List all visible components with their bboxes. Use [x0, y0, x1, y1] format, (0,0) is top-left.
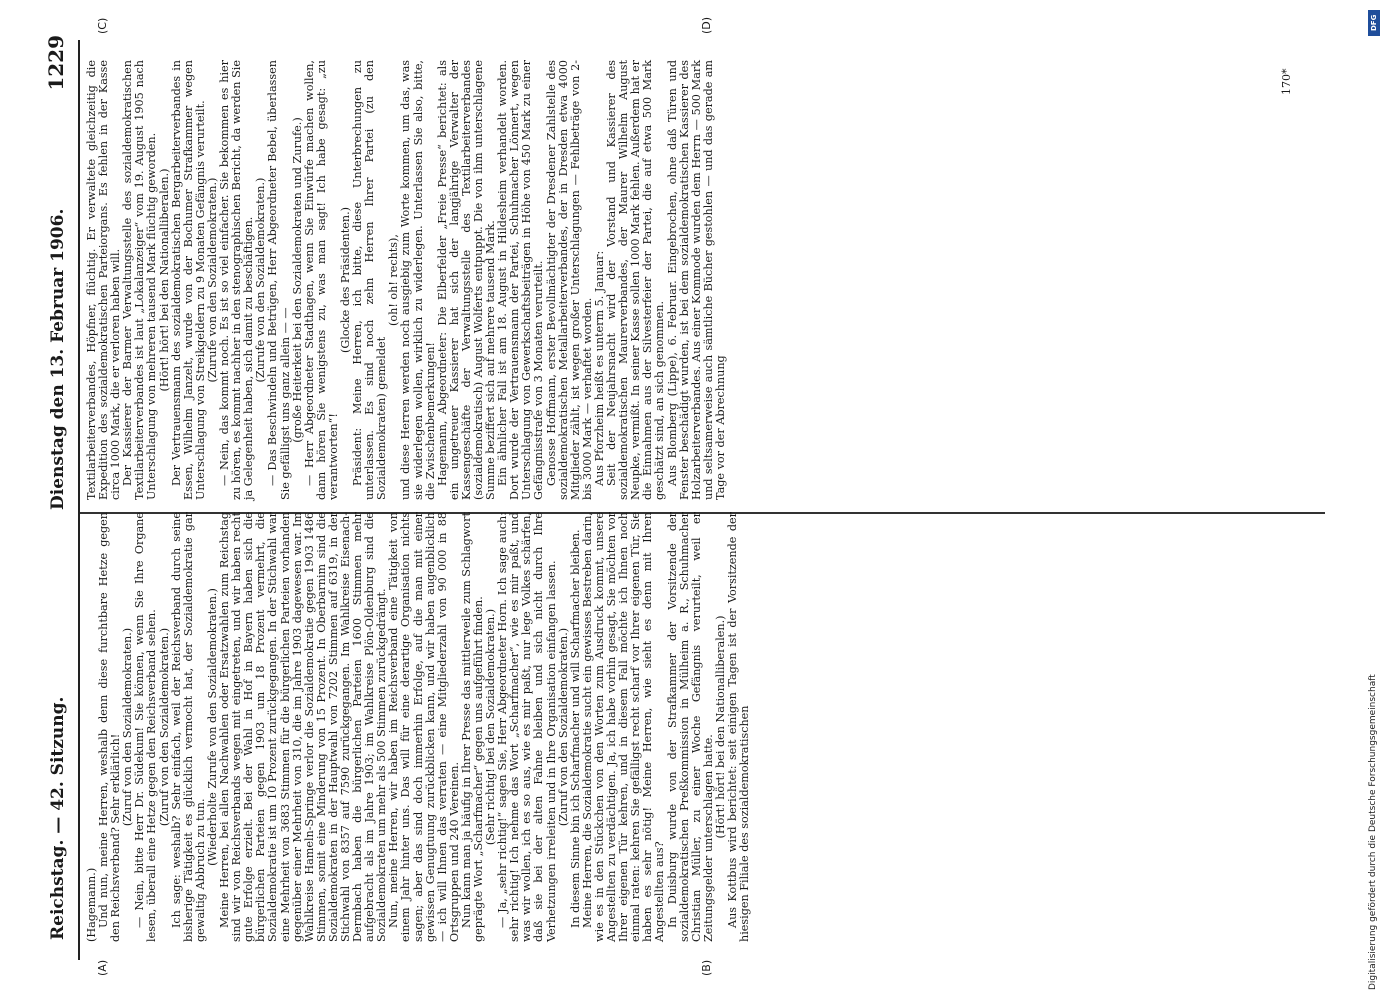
side-credit	[1368, 10, 1380, 990]
left-column-paragraph: — Ja, „sehr richtig!“ sagen Sie, Herr Abgeordneter Horn. Ich sage auch: sehr richtig! Ich nehme das Wort „Scharfmacher“, wie es mir paßt, und was wir wollen, ich es so aus, wie es mir paßt, nur lege Volkes schärfen, daß sie bei der alten Fahne bleiben und sich nicht durch Ihre Verhetzungen irreleiten und in Ihre Organisation einfangen lassen.	[496, 512, 558, 942]
right-column	[86, 60, 727, 500]
right-column-paragraph: (oh! oh! rechts),	[387, 234, 401, 326]
page-footer: 170*	[1280, 68, 1293, 95]
left-column-paragraph: Nun, meine Herren, wir haben im Reichsverband eine Tätigkeit von einem Jahr hinter uns. Das will für eine derartige Organisation nichts sagen; aber das sind doch immerhin Erfolge, auf die man mit einer gewissen Genugtuung zurückblicken kann, und wir haben augenblicklich — ich will Ihnen das verraten — eine Mitgliederzahl von 90 000 in 88 Ortsgruppen und 240 Vereinen.	[387, 512, 461, 942]
right-column-paragraph: — Nein, das kommt noch. Es ist so viel einfacher. Sie bekommen es hier zu hören, es kommt nachher in den stenographischen Bericht, da werden Sie ja Gelegenheit haben, sich damit zu beschäftigen.	[218, 60, 256, 500]
right-column-paragraph: (Glocke des Präsidenten.)	[338, 207, 352, 354]
left-column-paragraph: (Hört! hört! bei den Nationalliberalen.)	[713, 615, 727, 839]
header-session: Reichstag. — 42. Sitzung.	[48, 696, 68, 940]
margin-marker-b: (B)	[700, 959, 713, 976]
right-column-paragraph: — Das Beschwindeln und Betrügen, Herr Abgeordneter Bebel, überlassen Sie gefälligst uns ganz allein — —	[266, 60, 292, 500]
margin-marker-d: (D)	[700, 16, 713, 34]
left-column-paragraph: Aus Kottbus wird berichtet: seit einigen Tagen ist der Vorsitzende der hiesigen Filiale des sozialdemokratischen	[725, 512, 752, 942]
left-column-paragraph: (Sehr richtig! bei den Sozialdemokraten.)	[484, 608, 498, 846]
page-number: 1229	[44, 35, 68, 91]
left-column	[86, 512, 751, 942]
left-column-paragraph: Und nun, meine Herren, weshalb denn diese furchtbare Hetze gegen den Reichsverband? Sehr erklärlich!	[97, 512, 123, 942]
digitization-credit: Digitalisierung gefördert durch die Deutsche Forschungsgemeinschaft	[1368, 674, 1378, 990]
right-column-paragraph: Der Vertrauensmann des sozialdemokratischen Bergarbeiterverbandes in Essen, Wilhelm Janzelt, wurde von der Bochumer Strafkammer wegen Unterschlagung von Streikgeldern zu 9 Monaten Gefängnis verurteilt.	[169, 60, 207, 500]
right-column-paragraph: Genosse Hoffmann, erster Bevollmächtigter der Dresdener Zahlstelle des sozialdemokratischen Metallarbeiterverbandes, der in Dresden etwa 4000 Mitglieder zählt, ist wegen großer Unterschlagungen — Fehlbeträge von 2- bis 3000 Mark — verhaftet worden.	[544, 60, 594, 500]
left-column-paragraph: (Zuruf von den Sozialdemokraten.)	[121, 627, 135, 827]
right-column-paragraph: — Herr Abgeordneter Stadthagen, wenn Sie Einwürfe machen wollen, dann hören Sie wenigstens zu, was man sagt! Ich habe gesagt: „zu verantworten“!	[302, 60, 340, 500]
left-column-paragraph: Meine Herren, bei allen Nachwahlen oder Ersatzwahlen zum Reichstag sind wir von Reichsverbands wegen mit eingetreten, und wir haben recht gute Erfolge erzielt. Bei der Wahl in Hof in Bayern haben sich die bürgerlichen Parteien gegen 1903 um 18 Prozent vermehrt, die Sozialdemokratie ist um 10 Prozent zurückgegangen. In der Stichwahl war eine Mehrheit von 3683 Stimmen für die bürgerlichen Parteien vorhanden gegenüber einer Mehrheit von 310, die im Jahre 1903 dagewesen war. Im Wahlkreise Hameln-Springe verlor die Sozialdemokratie gegen 1903 1486 Stimmen, somit eine Minderung von 15 Prozent. In Oberbarnim sind die Sozialdemokraten in der Hauptwahl von 7202 Stimmen auf 6319, in der Stichwahl von 8357 auf 7590 zurückgegangen. Im Wahlkreise Eisenach-Dermbach haben die bürgerlichen Parteien 1600 Stimmen mehr aufgebracht als im Jahre 1903; im Wahlkreise Plön-Oldenburg sind die Sozialdemokraten um mehr als 500 Stimmen zurückgedrängt.	[218, 512, 389, 942]
margin-marker-c: (C)	[96, 17, 109, 34]
right-column-paragraph: Ein ähnlicher Fall ist am 18. August in Hildesheim verhandelt worden. Dort wurde der Vertrauensmann der Partei, Schuhmacher Lönnert, wegen Unterschlagung von Gewerkschaftsbeiträgen in Höhe von 450 Mark zu einer Gefängnisstrafe von 3 Monaten verurteilt.	[496, 60, 546, 500]
right-column-paragraph: (Zurufe von den Sozialdemokraten.)	[254, 177, 268, 383]
page-header	[40, 35, 76, 940]
left-column-paragraph: — Nein, bitte Herr Dr. Südekum! Sie können, wenn Sie Ihre Organe lesen, überall eine Hetze gegen den Reichsverband sehen.	[133, 512, 159, 942]
right-column-paragraph: (Hört! hört! bei den Nationalliberalen.)	[157, 168, 171, 392]
left-column-paragraph: Nun kann man ja häufig in Ihrer Presse das mittlerweile zum Schlagwort geprägte Wort „Scharfmacher“ gegen uns aufgeführt finden.	[459, 512, 485, 942]
left-column-paragraph: (Wiederholte Zurufe von den Sozialdemokraten.)	[205, 588, 219, 866]
margin-marker-a: (A)	[96, 959, 109, 976]
right-column-paragraph: Textilarbeiterverbandes, Höpfner, flüchtig. Er verwaltete gleichzeitig die Expedition des sozialdemokratischen Parteiorgans. Es fehlen in der Kasse circa 1000 Mark, die er verloren haben will.	[85, 60, 123, 500]
right-column-paragraph: Der Kassierer der Barmer Verwaltungsstelle des sozialdemokratischen Textilarbeiterverbandes ist laut „Lokalanzeiger“ vom 19. August 1905 nach Unterschlagung von mehreren tausend Mark flüchtig geworden.	[121, 60, 159, 500]
left-column-paragraph: Meine Herren, die Sozialdemokratie sucht ein gewisses Bestreben darin, wie es in den Stückchen von den Worten zum Ausdruck kommt, unsere Angestellten zu verdächtigen. Ja, ich habe vorhin gesagt, Sie möchten vor Ihrer eigenen Tür kehren, und in diesem Fall möchte ich Ihnen noch einmal raten: kehren Sie gefälligst recht scharf vor Ihrer eigenen Tür, Sie haben es sehr nötig! Meine Herren, wie sieht es denn mit Ihren Angestellten aus?	[580, 512, 667, 942]
header-date: Dienstag den 13. Februar 1906.	[48, 208, 68, 510]
right-column-paragraph: (große Heiterkeit bei den Sozialdemokraten und Zurufe.)	[290, 117, 304, 443]
right-column-paragraph: Hagemann, Abgeordneter: Die Elberfelder „Freie Presse“ berichtet: als ein ungetreuer Kassierer hat sich der langjährige Verwalter der Kassengeschäfte der Verwaltungsstelle des Textilarbeiterverbandes (sozialdemokratisch) August Wolferts entpuppt. Die von ihm unterschlagene Summe beziffert sich auf mehrere tausend Mark.	[435, 60, 498, 500]
left-column-paragraph: Ich sage: weshalb? Sehr einfach, weil der Reichsverband durch seine bisherige Tätigkeit es glücklich vermocht hat, der Sozialdemokratie gar gewaltig Abbruch zu tun.	[169, 512, 207, 942]
right-column-paragraph: und diese Herren werden noch ausgiebig zum Worte kommen, um das, was sie widerlegen wollen, wirklich zu widerlegen. Unterlassen Sie also, bitte, die Zwischenbemerkungen!	[399, 60, 437, 500]
left-column-paragraph: In diesem Sinne bin ich Scharfmacher und will Scharfmacher bleiben.	[568, 529, 582, 928]
dfg-logo: DFG	[1368, 10, 1380, 36]
left-column-paragraph: (Hagemann.)	[85, 867, 98, 942]
header-rule	[78, 40, 80, 960]
left-column-paragraph: (Zuruf von den Sozialdemokraten.)	[157, 627, 171, 827]
right-column-paragraph: (Zurufe von den Sozialdemokraten.)	[205, 177, 219, 383]
right-column-paragraph: Seit der Neujahrsnacht wird der Vorstand und Kassierer des sozialdemokratischen Maurerverbandes, der Maurer Wilhelm August Neupke, vermißt. In seiner Kasse sollen 1000 Mark fehlen. Außerdem hat er die Einnahmen aus der Silvesterfeier der Partei, die auf etwa 500 Mark geschätzt sind, an sich genommen.	[605, 60, 667, 500]
right-column-paragraph: Präsident: Meine Herren, ich bitte, diese Unterbrechungen zu unterlassen. Es sind noch zehn Herren Ihrer Partei (zu den Sozialdemokraten) gemeldet	[351, 60, 389, 500]
right-column-paragraph: Aus Pforzheim heißt es unterm 5. Januar:	[592, 250, 606, 486]
left-column-paragraph: In Duisburg wurde von der Strafkammer der Vorsitzende der sozialdemokratischen Preßkommission in Mülheim a. R., Schuhmacher Christian Müller, zu einer Woche Gefängnis verurteilt, weil er Zeitungsgelder unterschlagen hatte.	[665, 512, 715, 942]
right-column-paragraph: Aus Blomberg (Lippe), 6. Februar. Eingebrochen, ohne daß Türen und Fenster beschädigt wurden, ist bei dem sozialdemokratischen Kassierer des Holzarbeiterverbandes. Aus einer Kommode wurden dem Herrn — 500 Mark und seltsamerweise auch sämtliche Bücher gestohlen — und das gerade am Tage vor der Abrechnung	[665, 60, 727, 500]
left-column-paragraph: (Zuruf von den Sozialdemokraten.)	[556, 627, 570, 827]
